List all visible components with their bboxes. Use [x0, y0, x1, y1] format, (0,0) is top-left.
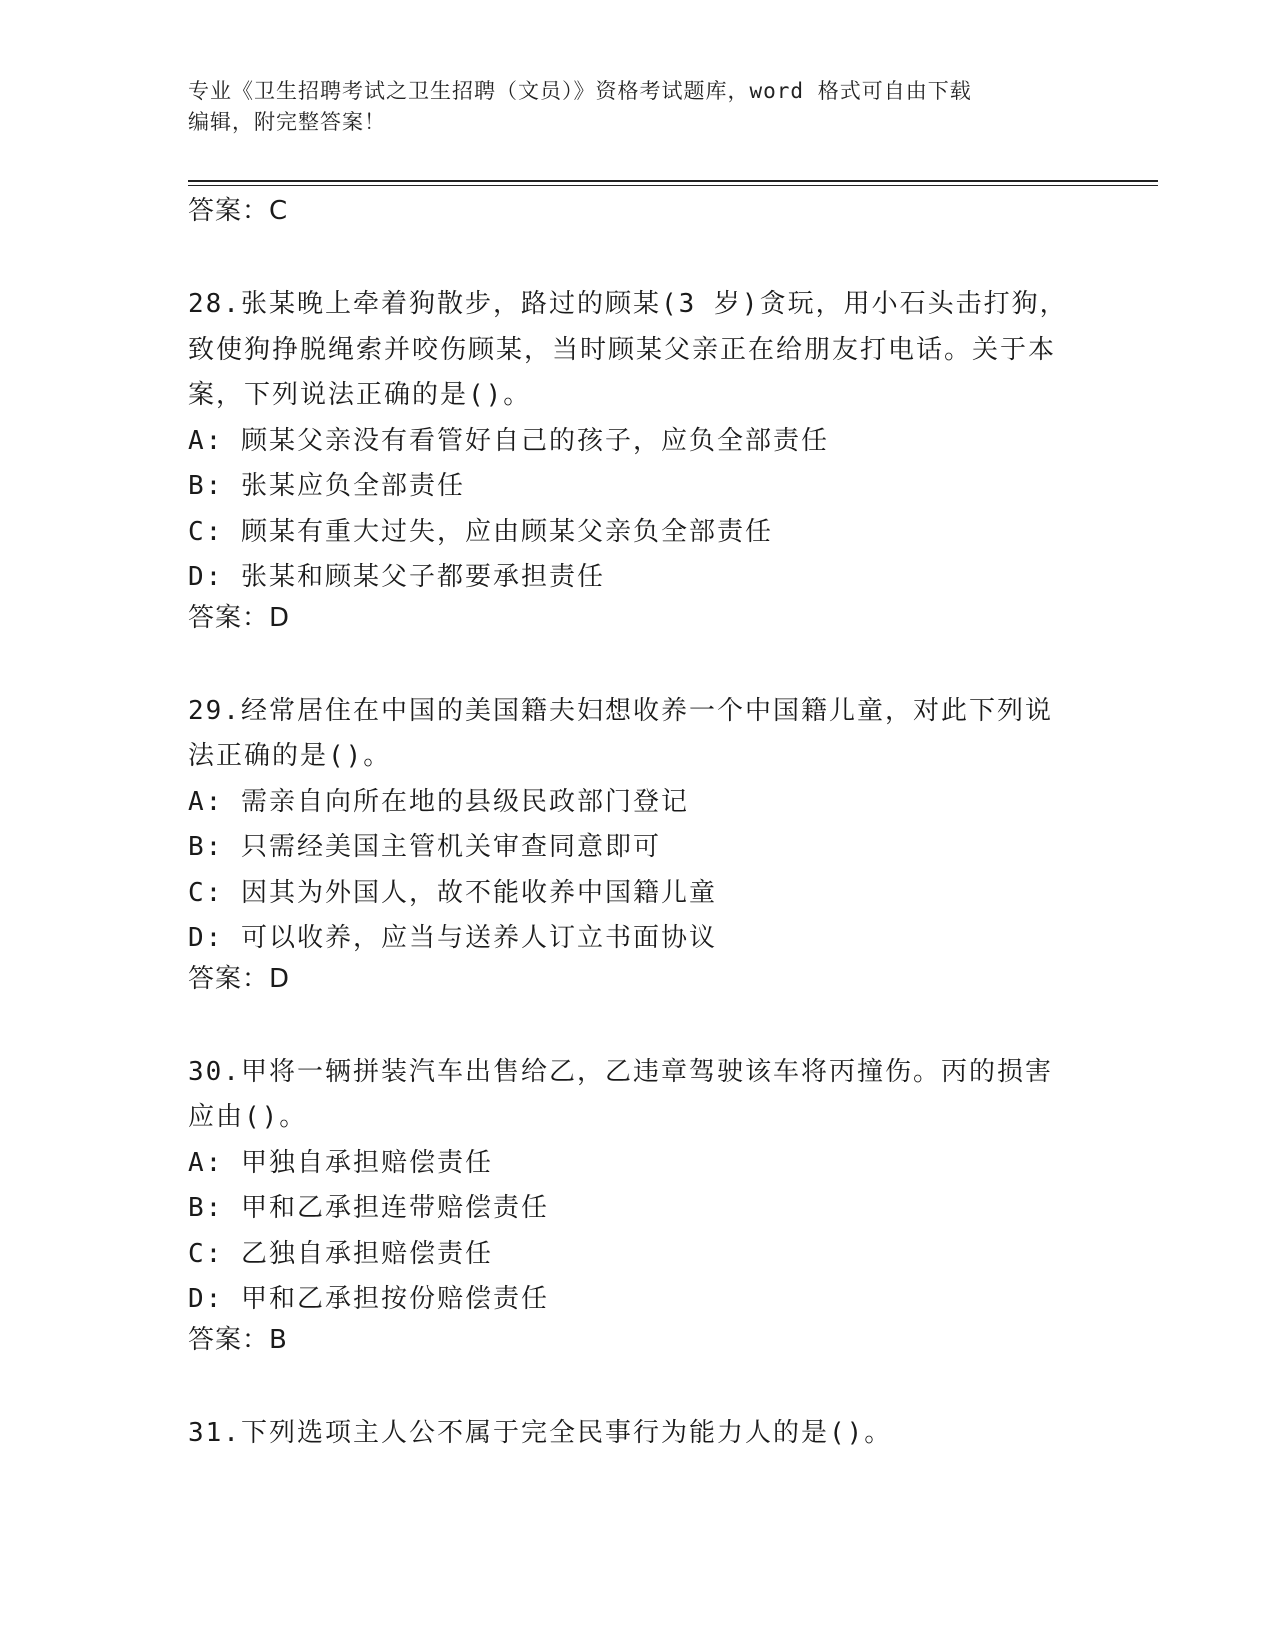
answer-line: 答案：D — [188, 602, 291, 633]
option-d: D: 可以收养，应当与送养人订立书面协议 — [188, 923, 717, 953]
question-list — [188, 194, 1088, 1456]
option-d: D: 张某和顾某父子都要承担责任 — [188, 562, 605, 592]
header-rule-thick — [188, 180, 1158, 182]
option-b: B: 甲和乙承担连带赔偿责任 — [188, 1193, 549, 1223]
document-header — [188, 76, 1068, 138]
question-29 — [188, 689, 1088, 994]
option-a: A: 需亲自向所在地的县级民政部门登记 — [188, 786, 689, 817]
question-28 — [188, 282, 1088, 633]
question-31 — [188, 1411, 1088, 1457]
header-line-2: 编辑，附完整答案！ — [188, 110, 386, 134]
answer-line: 答案：B — [188, 1324, 288, 1355]
header-line-1: 专业《卫生招聘考试之卫生招聘（文员）》资格考试题库，word 格式可自由下载 — [188, 79, 972, 103]
option-a: A: 甲独自承担赔偿责任 — [188, 1147, 493, 1178]
option-a: A: 顾某父亲没有看管好自己的孩子，应负全部责任 — [188, 425, 829, 456]
option-c: C: 乙独自承担赔偿责任 — [188, 1238, 493, 1269]
option-b: B: 张某应负全部责任 — [188, 471, 465, 501]
question-30 — [188, 1050, 1088, 1355]
question-text: 28.张某晚上牵着狗散步，路过的顾某(3 岁)贪玩，用小石头击打狗，致使狗挣脱绳索并咬伤顾某，当时顾某父亲正在给朋友打电话。关于本案，下列说法正确的是()。 — [188, 289, 1068, 410]
header-rule-thin — [188, 185, 1158, 186]
option-c: C: 顾某有重大过失，应由顾某父亲负全部责任 — [188, 516, 773, 547]
option-d: D: 甲和乙承担按份赔偿责任 — [188, 1284, 549, 1314]
question-text: 31.下列选项主人公不属于完全民事行为能力人的是()。 — [188, 1417, 893, 1448]
option-c: C: 因其为外国人，故不能收养中国籍儿童 — [188, 877, 717, 908]
answer-line: 答案：D — [188, 963, 291, 994]
question-text: 29.经常居住在中国的美国籍夫妇想收养一个中国籍儿童，对此下列说法正确的是()。 — [188, 695, 1053, 771]
answer-line: 答案：C — [188, 196, 289, 226]
option-b: B: 只需经美国主管机关审查同意即可 — [188, 832, 661, 862]
question-text: 30.甲将一辆拼装汽车出售给乙，乙违章驾驶该车将丙撞伤。丙的损害应由()。 — [188, 1056, 1053, 1132]
